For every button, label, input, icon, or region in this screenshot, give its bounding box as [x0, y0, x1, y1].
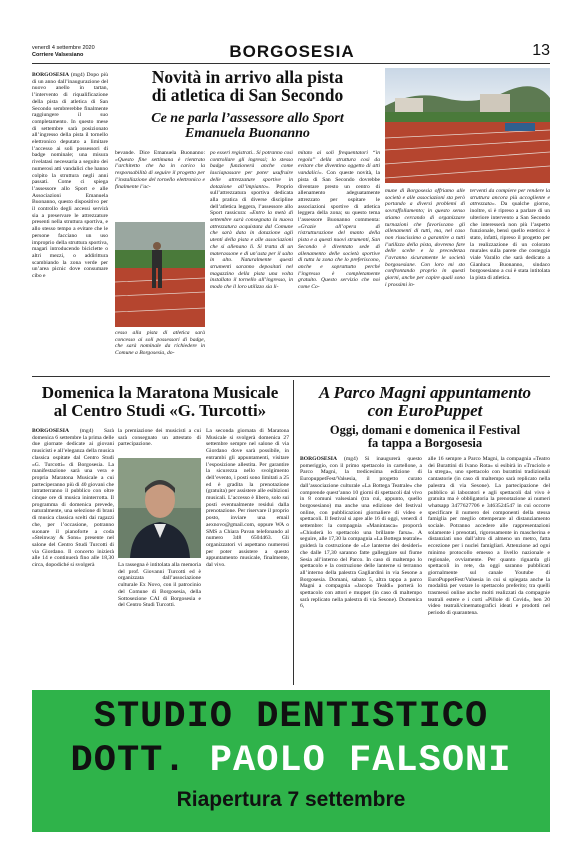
ad-line2	[32, 740, 550, 782]
article1-caption: cesso alla pista di atletica sarà concesso ai soli possessori di badge, che sarà nominale da richiedere in Comune a Borgosesia, do-	[115, 330, 205, 357]
article2-col3: La seconda giornata di Maratona Musicale si svolgerà domenica 27 settembre sempre nel salone di via Giordano dove sarà possibile, in entrambi gli appuntamenti, visitare l’esposizione allestita. Per garantire la sicurezza nello svolgimento dell’evento, i posti sono limitati a 25 ed è gradita la prenotazione (gratuita) per assistere alle esibizioni musicali. L’accesso è libero, solo sui posti eventualmente residui dalla prenotazione. Per riservare il proprio posto, inviare una email aexnovo@gmail.com, oppure WA o SMS a Chiara Pavan telefonando al numero 348 6504463. Gli organizzatori vi aspettano numerosi per poter assistere a questo appuntamento musicale, finalmente, dal vivo.	[206, 428, 289, 569]
section-title: BORGOSESIA	[229, 42, 355, 61]
article1-col2: bevande. Dice Emanuela Buonanno: «Questo fine settimana è rientrato l’architetto che ha in carico la responsabilità di seguire il progetto per l’installazione del tornello elettronico e finalmente l’ac-	[115, 150, 205, 190]
page-number: 13	[532, 42, 550, 59]
divider-horizontal-1	[32, 376, 550, 377]
dental-ad-banner	[32, 690, 550, 832]
article2-col1: BORGOSESIA (mg4) Sarà domenica 6 settembre la prima delle due giornate dedicate ai giovani musicisti e all’eleganza della musica classica ospitate dal Centro Studi «G. Turcotti» di Borgosesia. La manifestazione sarà una vera e propria Maratona Musicale a cui parteciperanno più di 40 giovani che intratterranno il pubblico con oltre cinque ore di musica ininterrotta. Il programma di domenica prevede, naturalmente, una selezione di brani di musica classica scelti dai ragazzi che, per l’occasione, potranno suonare il pianoforte a coda «Steinway & Sons» presente nel salone del Centro Studi Turcotti di via Giordano. Il concerto inizierà alle 14 e continuerà fino alle 18,30 circa, dopodiché si svolgerà	[32, 428, 114, 569]
article3-col1: BORGOSESIA (mg4) Si inaugurerà questo pomeriggio, con il primo spettacolo in cartellone, a Parco Magni, la tredicesima edizione di EuropuppetFest/Valsesia, il progetto curato dall’associazione culturale «La Bottega Teatrale» che comprende quest’anno 10 giorni di spettacoli dal vivo in 8 comuni valsesiani (tra cui, appunto, quello borgosesiano) ma anche una edizione del festival online, con pubblicazioni giornaliere di video e spettacoli. Il festival si apre alle 16 di oggi, venerdì 4 settembre: la compagnia «Manintasca» proporrà «Chiuderà lo spettacolo una brillante farsa». A seguire, alle 17,30 la compagnia «La Bottega teatrale» guiderà la costruzione de «Le lanterne dei desideri» che dalle 17,30 saranno fatte galleggiare sul fiume Sesia all’interno del Parco. In caso di maltempo lo spettacolo e la costruzione delle lanterne si terranno all’interno della palestra Gagliardini in via Sesone a Borgosesia. Domani, sabato 5, altra tappa a parco Magni a compagnia «Jacopo Tealdi» porterà lo spettacolo con attori e muppet (in caso di maltempo sarà replicato nella palestra di via Sesone). Domenica 6,	[300, 456, 422, 610]
article1-title: Novità in arrivo alla pista di atletica di San Secondo	[151, 67, 344, 106]
article1-col5: mune di Borgosesia offriamo alle società e alle associazioni sta però portando a diversi problemi di sovraffollamento; in questo senso stiamo cercando di organizzare turnazioni che favoriscano gli allenamenti di tutti, ma, nel caso non riuscissimo a garantire a tutti l’utilizzo della pista, dovremo fare delle scelte e la precedenza l’avranno sicuramente le società borgosesiane. Con loro mi sto confrontando proprio in questi giorni, anche per capire quali sono i prossimi in-	[385, 188, 465, 288]
header-date: venerdì 4 settembre 2020	[32, 45, 95, 51]
portrait-photo-image	[118, 458, 201, 558]
article2-col2-top: la premiazione dei musicisti a cui sarà consegnato un attestato di partecipazione.	[118, 428, 201, 448]
article2-title: Domenica la Maratona Musicale al Centro Studi «G. Turcotti»	[41, 383, 279, 420]
divider-vertical-1	[293, 380, 294, 685]
ad-title-prefix: DOTT.	[70, 740, 187, 782]
track-photo	[385, 68, 550, 183]
header-paper: Corriere Valsesiano	[32, 52, 84, 58]
runner-photo	[115, 222, 205, 327]
article3-subtitle: Oggi, domani e domenica il Festival fa tappa a Borgosesia	[329, 423, 521, 451]
article1-source: (mg4)	[70, 72, 85, 78]
article2-col2-bottom: La rassegna è intitolata alla memoria del prof. Giovanni Turcotti ed è organizzata dall’associazione culturale Ex Novo, con il patrocinio del Comune di Borgosesia, della Sottosezione CAI di Borgosesia e del Centro Studi Turcotti.	[118, 562, 201, 609]
article1-col3: po esseri registrati.. Si potranno così controllare gli ingressi; lo stesso badge funzionerà anche come lasciapassare per poter usufruire delle attrezzature sportive in dotazione all’impianto». Proprio sull’attrezzatura sportiva dedicata alla pratica di diverse discipline dell’atletica leggera, l’assessore allo Sport rassicura: «Entro la metà di settembre sarà consegnata la nuova attrezzatura acquistata dal Comune che sarà data in dotazione agli utenti della pista e alle associazioni che si allenano lì. Si tratta di un materassone e di un’asta per il salto in alto. Naturalmente questi strumenti saranno depositati nel magazzino della pista una volta installato il tornello all’ingresso, in modo che il loro utilizzo sia li-	[210, 150, 293, 291]
article1-col1-text: Dopo più di un anno dall’inaugurazione del nuovo anello in tartan, l’intervento di riqualificazione della pista di atletica di San Secondo sembrerebbe finalmente raggiungere il suo completamento. In questo mese di settembre sarà posizionato all’ingresso della pista il tornello elettronico deputato a limitare l’accesso ai soli possessori di badge nominale; una misura rivelatasi necessaria a seguito dei numerosi atti vandalici che hanno colpito la struttura negli anni passati. Come ci spiega l’assessore allo Sport e alle Associazioni Emanuela Buonanno, questo dispositivo per il controllo degli accessi servirà sia a preservare le attrezzature presenti nella struttura sportiva, e allo stesso tempo a evitare che le persone facciano un uso improprio della struttura sportiva, magari introducendo biciclette o altri mezzi, o addirittura scambiando la zona verde per un’area picnic dove consumare cibo e	[32, 72, 108, 280]
runner-photo-image	[115, 222, 205, 327]
article1-col1	[32, 72, 108, 372]
ad-line1: STUDIO DENTISTICO	[93, 696, 489, 738]
article3-title: A Parco Magni appuntamento con EuroPuppet	[318, 383, 532, 420]
track-photo-image	[385, 68, 550, 183]
article1-subtitle: Ce ne parla l’assessore allo Sport Emanuela Buonanno	[151, 111, 344, 141]
ad-doctor-name: PAOLO FALSONI	[209, 740, 512, 782]
ad-line3: Riapertura 7 settembre	[176, 788, 406, 811]
page-header	[32, 42, 550, 64]
portrait-photo	[118, 458, 201, 558]
article1-col6: terventi da compiere per rendere la struttura ancora più accogliente e attrezzata». Da qualche giorno, inoltre, si è ripreso a parlare di un ulteriore intervento a San Secondo che interesserà non più l’aspetto funzionale, bensì quello estetico: è stato, infatti, ripreso il progetto per la realizzazione di un colorato murales sulla parete che costeggia viale Varallo che sarà dedicato a Gianluca Buonanno, sindaco borgosesiano a cui è stata intitolata la pista di atletica.	[470, 188, 550, 282]
article1-col4: mitato ai soli frequentatori “in regola” della struttura così da evitare che diventino oggetto di atti vandalici». Con queste novità, la pista di San Secondo dovrebbe diventare presto un centro di allenamento adeguatamente attrezzato per ospitare le associazioni sportive di atletica leggera della zona; su questo tema l’assessore Buonanno commenta: «Grazie all’opera di ristrutturazione del manto della pista e a questi nuovi strumenti, San Secondo è diventato sede di allenamento delle società sportive di tutta la zona che lo preferiscono, anche e soprattutto perché l’ingresso è completamente gratuito. Questo servizio che noi come Co-	[298, 150, 380, 291]
article1-dateline: BORGOSESIA	[32, 72, 69, 78]
header-meta	[32, 45, 95, 59]
article3-col2: alle 16 sempre a Parco Magni, la compagnia «Teatro dei Burattini di Ivano Rota» si esibirà in «Truciolo e la strega», uno spettacolo con burattini tradizionali cantastorie (in caso di maltempo sarà replicato nella palestra di via Sesone). La partecipazione del pubblico ai laboratori e agli spettacoli dal vivo è gratuita ma è obbligatoria la prenotazione ai numeri whatsapp 3477627706 e 3463524547 in cui occorre specificare il numero dei componenti della stessa famiglia per meglio ottemperare al distanziamento sociale. Potranno accedere alle rappresentazioni solamente i prenotati, rigorosamente in mascherina e distanziati uno dall’altro di almeno un metro, fatta eccezione per i nuclei famigliari. Attenzione ad ogni minimo protocollo emesso a livello nazionale e regionale, ovviamente. Per quanto riguarda gli spettacoli in rete, da oggi saranno pubblicati giornalmente sul canale Youtube di EuroPuppetFest/Valsesia in cui si spiegata anche la modalità per votare lo spettacolo preferito; tra quelli trasmessi online anche molti realizzati da compagnie teatrali estere e i corti «Pillole di Covid», ben 20 video teatrali/cinematografici ideati e prodotti nel periodo di quarantena.	[428, 456, 550, 617]
